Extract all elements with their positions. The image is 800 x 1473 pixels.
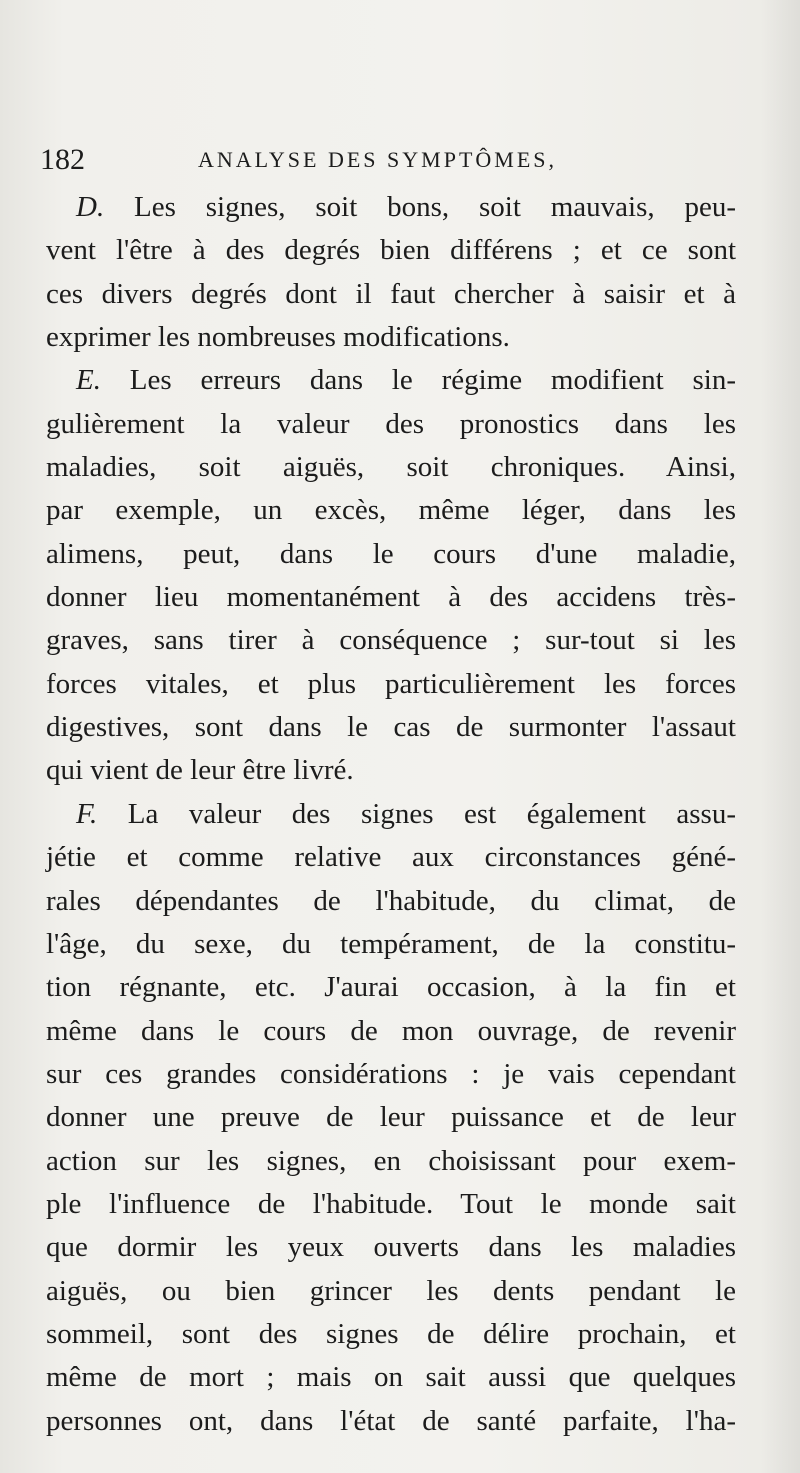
text-line: aiguës, ou bien grincer les dents pendant le xyxy=(46,1274,736,1307)
text-line: sur ces grandes considérations : je vais cependant xyxy=(46,1057,736,1090)
text-line: personnes ont, dans l'état de santé parfaite, l'ha- xyxy=(46,1404,736,1437)
page-edge-shadow xyxy=(760,0,800,1473)
text-line: action sur les signes, en choisissant pour exem- xyxy=(46,1144,736,1177)
paragraph-marker-d: D. xyxy=(76,191,105,223)
text-line: E. Les erreurs dans le régime modifient sin- xyxy=(76,364,736,397)
text-line: ces divers degrés dont il faut chercher à saisir et à xyxy=(46,277,736,310)
text-line: tion régnante, etc. J'aurai occasion, à la fin et xyxy=(46,971,736,1004)
running-head-title: ANALYSE DES SYMPTÔMES, xyxy=(198,147,558,172)
text-line: même de mort ; mais on sait aussi que quelques xyxy=(46,1361,736,1394)
text-line: qui vient de leur être livré. xyxy=(46,754,354,787)
text-line: donner une preuve de leur puissance et de leur xyxy=(46,1101,736,1134)
text-line: ple l'influence de l'habitude. Tout le monde sait xyxy=(46,1187,736,1220)
text-line: D. Les signes, soit bons, soit mauvais, peu- xyxy=(76,191,736,223)
text-line: jétie et comme relative aux circonstances géné- xyxy=(46,841,736,874)
text-line: par exemple, un excès, même léger, dans les xyxy=(46,494,736,527)
text-line: vent l'être à des degrés bien différens ; et ce sont xyxy=(46,234,736,267)
paragraph-marker-f: F. xyxy=(76,797,98,830)
page-number: 182 xyxy=(40,143,85,176)
text-line: gulièrement la valeur des pronostics dans les xyxy=(46,407,736,440)
text-line: donner lieu momentanément à des accidens très- xyxy=(46,581,736,614)
text-line: forces vitales, et plus particulièrement les forces xyxy=(46,667,736,700)
body-text xyxy=(46,186,736,1443)
text-line: exprimer les nombreuses modifications. xyxy=(46,321,510,354)
text-line: digestives, sont dans le cas de surmonter l'assaut xyxy=(46,711,736,744)
text-line: alimens, peut, dans le cours d'une maladie, xyxy=(46,537,736,570)
text-line: F. La valeur des signes est également assu- xyxy=(76,797,736,830)
text-line: sommeil, sont des signes de délire prochain, et xyxy=(46,1317,736,1350)
text-line: maladies, soit aiguës, soit chroniques. Ainsi, xyxy=(46,451,736,484)
running-head xyxy=(40,140,660,180)
text-line: que dormir les yeux ouverts dans les maladies xyxy=(46,1231,736,1264)
text-line: rales dépendantes de l'habitude, du climat, de xyxy=(46,884,736,917)
text-line: même dans le cours de mon ouvrage, de revenir xyxy=(46,1014,736,1047)
paragraph-marker-e: E. xyxy=(76,364,101,397)
text-line: l'âge, du sexe, du tempérament, de la constitu- xyxy=(46,927,736,960)
text-line: graves, sans tirer à conséquence ; sur-tout si les xyxy=(46,624,736,657)
